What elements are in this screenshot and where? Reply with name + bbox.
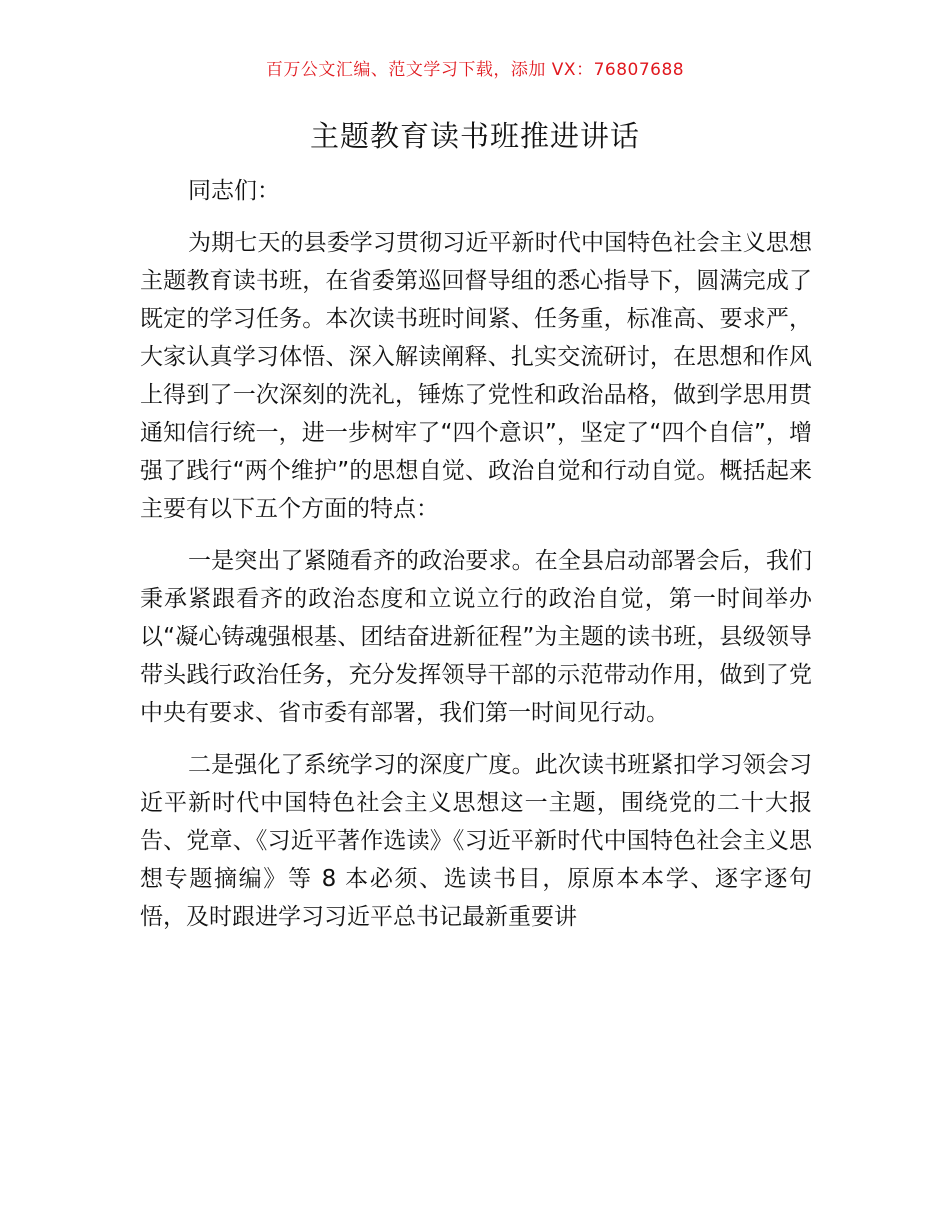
paragraph-point-one: 一是突出了紧随看齐的政治要求。在全县启动部署会后，我们秉承紧跟看齐的政治态度和立说立行的政治自觉，第一时间举办以“凝心铸魂强根基、团结奋进新征程”为主题的读书班，县级领导带头践行政治任务，充分发挥领导干部的示范带动作用，做到了党中央有要求、省市委有部署，我们第一时间见行动。 <box>140 548 812 726</box>
promo-header: 百万公文汇编、范文学习下载，添加 VX：76807688 <box>265 60 685 80</box>
salutation: 同志们： <box>188 178 280 204</box>
paragraph-point-two: 二是强化了系统学习的深度广度。此次读书班紧扣学习领会习近平新时代中国特色社会主义思想这一主题，围绕党的二十大报告、党章、《习近平著作选读》《习近平新时代中国特色社会主义思想专题摘编》等 8 本必须、选读书目，原原本本学、逐字逐句悟，及时跟进学习习近平总书记最新重要讲 <box>140 752 812 930</box>
document-title: 主题教育读书班推进讲话 <box>309 119 640 153</box>
document-body <box>140 172 812 950</box>
paragraph-intro: 为期七天的县委学习贯彻习近平新时代中国特色社会主义思想主题教育读书班，在省委第巡回督导组的悉心指导下，圆满完成了既定的学习任务。本次读书班时间紧、任务重，标准高、要求严，大家认真学习体悟、深入解读阐释、扎实交流研讨，在思想和作风上得到了一次深刻的洗礼，锤炼了党性和政治品格，做到学思用贯通知信行统一，进一步树牢了“四个意识”，坚定了“四个自信”，增强了践行“两个维护”的思想自觉、政治自觉和行动自觉。概括起来主要有以下五个方面的特点： <box>140 230 812 522</box>
